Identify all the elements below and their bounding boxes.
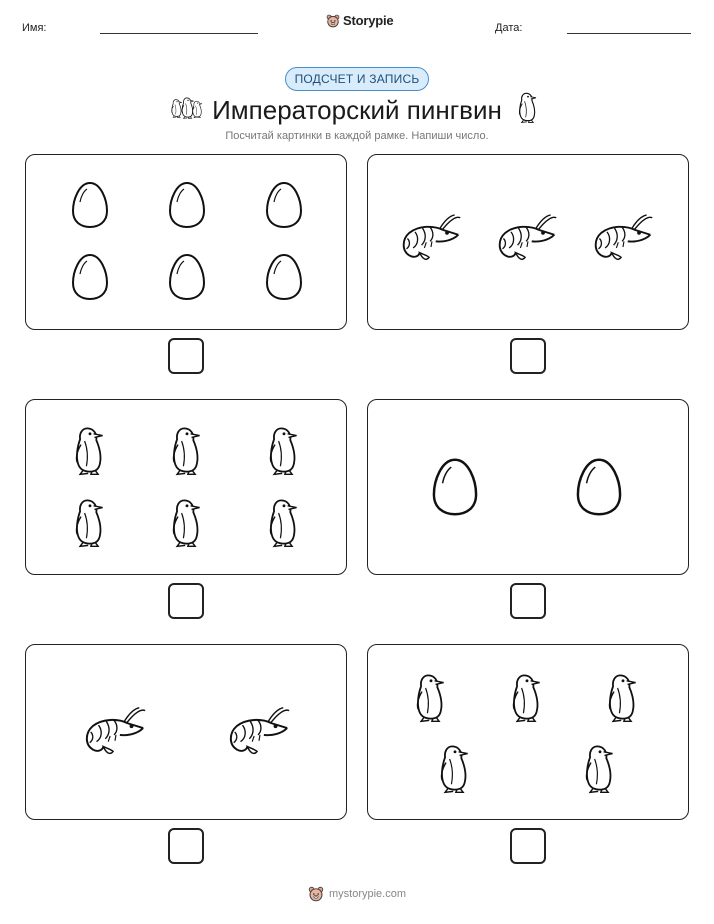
penguin-icon	[437, 742, 473, 794]
egg-icon	[167, 180, 207, 230]
activity-badge: ПОДСЧЕТ И ЗАПИСЬ	[285, 67, 429, 91]
shrimp-icon	[81, 702, 149, 762]
brand-logo	[326, 13, 393, 28]
penguin-icon	[72, 424, 108, 476]
egg-icon	[574, 456, 624, 518]
penguin-icon	[582, 742, 618, 794]
shrimp-icon	[590, 210, 656, 267]
bear-icon	[308, 886, 324, 902]
count-frame-shrimp-2	[25, 644, 347, 820]
answer-box-4[interactable]	[510, 583, 546, 619]
penguin-icon	[72, 496, 108, 548]
egg-icon	[167, 252, 207, 302]
count-frame-penguins-2	[367, 644, 689, 820]
egg-icon	[70, 252, 110, 302]
shrimp-icon	[225, 702, 293, 762]
page-title: Императорский пингвин	[212, 95, 502, 125]
name-label: Имя:	[22, 22, 47, 34]
penguin-icon	[169, 496, 205, 548]
bear-icon	[326, 14, 340, 28]
egg-icon	[264, 252, 304, 302]
name-field[interactable]	[100, 33, 258, 34]
egg-icon	[70, 180, 110, 230]
instructions: Посчитай картинки в каждой рамке. Напиши число.	[225, 130, 489, 142]
count-frame-eggs-2	[367, 399, 689, 575]
answer-box-3[interactable]	[168, 583, 204, 619]
count-frame-eggs-1	[25, 154, 347, 330]
penguin-icon	[266, 496, 302, 548]
egg-icon	[430, 456, 480, 518]
answer-box-1[interactable]	[168, 338, 204, 374]
shrimp-icon	[398, 210, 464, 267]
penguin-icon	[605, 671, 641, 723]
footer-site: mystorypie.com	[328, 888, 407, 900]
count-frame-penguins-1	[25, 399, 347, 575]
penguin-icon	[509, 671, 545, 723]
penguin-icon	[266, 424, 302, 476]
penguin-icon	[169, 424, 205, 476]
shrimp-icon	[494, 210, 560, 267]
answer-box-6[interactable]	[510, 828, 546, 864]
answer-box-5[interactable]	[168, 828, 204, 864]
count-frame-shrimp-1	[367, 154, 689, 330]
date-label: Дата:	[495, 22, 523, 34]
egg-icon	[264, 180, 304, 230]
date-field[interactable]	[567, 33, 691, 34]
brand-name: Storypie	[343, 13, 394, 28]
penguin-icon	[413, 671, 449, 723]
penguin-icon	[516, 91, 540, 123]
answer-box-2[interactable]	[510, 338, 546, 374]
footer	[0, 886, 714, 902]
